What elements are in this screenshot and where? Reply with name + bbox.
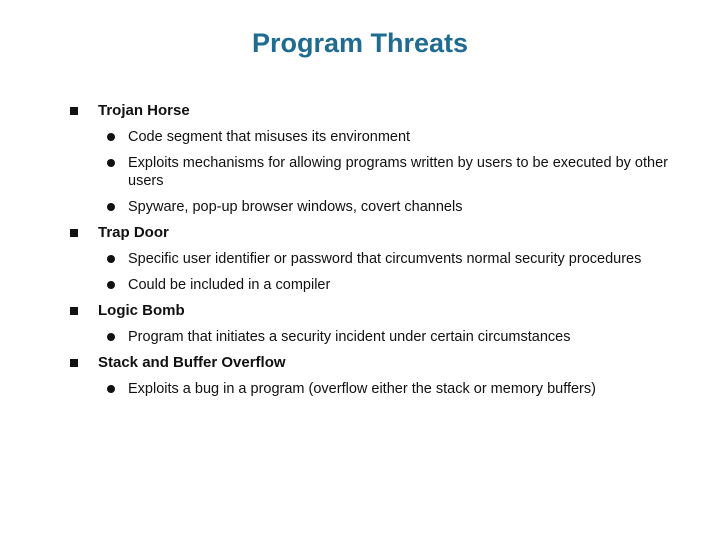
slide-title: Program Threats — [251, 28, 469, 58]
sub-point-text: Exploits a bug in a program (overflow either the stack or memory buffers) — [128, 381, 596, 397]
round-bullet-icon — [107, 159, 115, 167]
sub-point — [70, 276, 700, 294]
round-bullet-icon — [107, 255, 115, 263]
topic-heading: Logic Bomb — [98, 302, 185, 319]
topic-trap-door — [70, 224, 700, 242]
square-bullet-icon — [70, 307, 78, 315]
sub-point-text: Code segment that misuses its environment — [128, 129, 411, 145]
sub-point-text: Spyware, pop-up browser windows, covert channels — [128, 199, 463, 215]
sub-point — [70, 154, 700, 190]
sub-point-text: Program that initiates a security incident under certain circumstances — [128, 329, 571, 345]
square-bullet-icon — [70, 359, 78, 367]
round-bullet-icon — [107, 281, 115, 289]
sub-point-text: Specific user identifier or password that circumvents normal security procedures — [128, 251, 642, 267]
round-bullet-icon — [107, 333, 115, 341]
sub-point — [70, 198, 700, 216]
topic-heading: Trojan Horse — [98, 102, 190, 119]
sub-point — [70, 380, 700, 398]
square-bullet-icon — [70, 229, 78, 237]
sub-point — [70, 250, 700, 268]
round-bullet-icon — [107, 133, 115, 141]
topic-heading: Stack and Buffer Overflow — [98, 354, 286, 371]
round-bullet-icon — [107, 203, 115, 211]
bullet-list — [70, 102, 700, 406]
sub-point-text: Could be included in a compiler — [128, 277, 331, 293]
sub-point — [70, 128, 700, 146]
topic-logic-bomb — [70, 302, 700, 320]
topic-stack-buffer-overflow — [70, 354, 700, 372]
square-bullet-icon — [70, 107, 78, 115]
topic-heading: Trap Door — [98, 224, 169, 241]
sub-point-text: Exploits mechanisms for allowing programs written by users to be executed by other users — [128, 155, 668, 189]
sub-point — [70, 328, 700, 346]
topic-trojan-horse — [70, 102, 700, 120]
round-bullet-icon — [107, 385, 115, 393]
